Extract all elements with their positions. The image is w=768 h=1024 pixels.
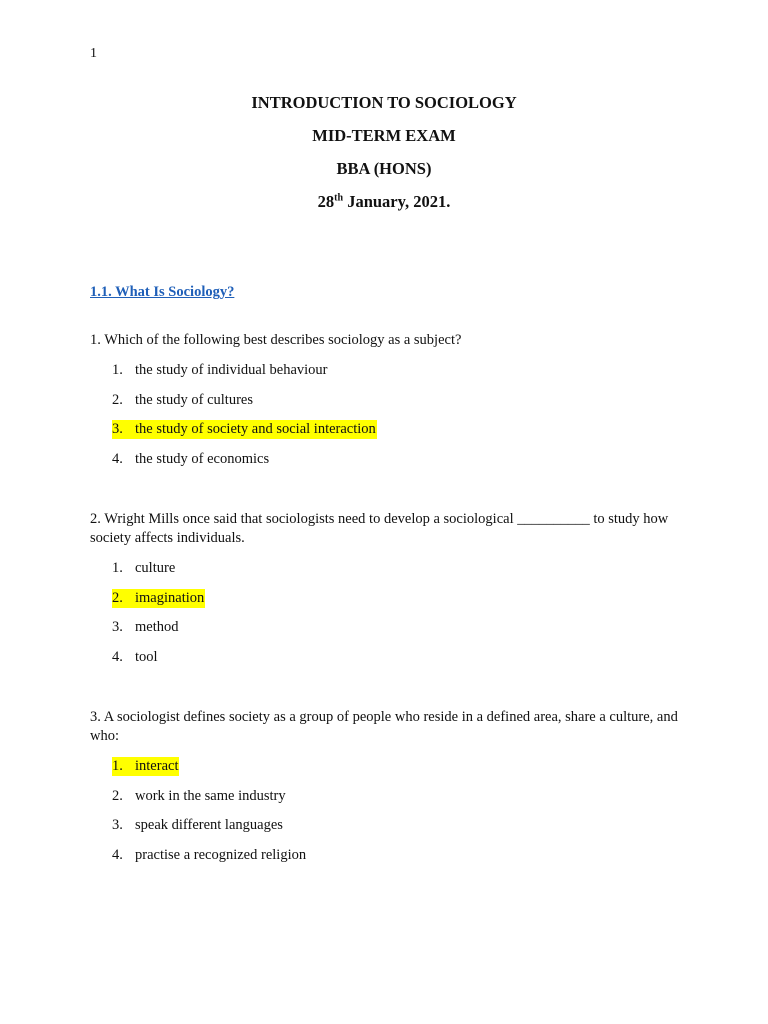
answer-highlight: 3. the study of society and social interaction: [112, 421, 376, 437]
program-title: BBA (HONS): [336, 159, 432, 178]
option-item-answer: [90, 589, 690, 619]
option-item-answer: [90, 757, 690, 787]
option-label: the study of individual behaviour: [135, 362, 328, 378]
answer-highlight: 1. interact: [112, 758, 179, 774]
page-number: 1: [90, 46, 97, 61]
question-3: [90, 708, 690, 875]
question-text: 3. A sociologist defines society as a group of people who reside in a defined area, share a culture, and who:: [90, 709, 678, 744]
exam-date: [0, 191, 768, 224]
date-rest: January, 2021.: [343, 192, 451, 211]
exam-title-block: [0, 92, 768, 224]
question-1: [90, 331, 690, 479]
option-label: speak different languages: [135, 817, 283, 833]
question-text: 2. Wright Mills once said that sociologists need to develop a sociological __________ to study how society affects individuals.: [90, 511, 669, 546]
date-suffix: th: [334, 192, 344, 204]
option-label: the study of economics: [135, 450, 270, 467]
answer-highlight: 2. imagination: [112, 589, 205, 606]
option-label: tool: [135, 648, 158, 665]
option-label: the study of society and social interaction: [135, 421, 376, 437]
option-item: 2. the study of cultures: [112, 391, 253, 408]
section-heading-link[interactable]: 1.1. What Is Sociology?: [90, 284, 235, 300]
option-label: method: [135, 619, 179, 635]
question-2: [90, 510, 690, 677]
option-label: culture: [135, 560, 176, 576]
option-label: work in the same industry: [135, 787, 286, 804]
option-item: 3. method: [112, 619, 179, 635]
option-item: 2. work in the same industry: [112, 787, 286, 804]
option-item: 1. the study of individual behaviour: [112, 362, 328, 378]
option-item: 1. culture: [112, 560, 176, 576]
option-label: imagination: [135, 589, 205, 606]
option-item: 4. practise a recognized religion: [112, 846, 307, 863]
option-item: 4. tool: [112, 648, 158, 665]
date-day: 28: [317, 192, 335, 211]
option-label: interact: [135, 758, 179, 774]
exam-title: MID-TERM EXAM: [312, 126, 456, 145]
option-item: 3. speak different languages: [112, 817, 283, 833]
option-item: 4. the study of economics: [112, 450, 270, 467]
option-label: the study of cultures: [135, 391, 253, 408]
course-title: INTRODUCTION TO SOCIOLOGY: [251, 93, 517, 112]
question-list: [90, 331, 690, 906]
option-label: practise a recognized religion: [135, 846, 307, 863]
option-item-answer: [90, 420, 690, 450]
question-text: 1. Which of the following best describes sociology as a subject?: [90, 332, 462, 348]
